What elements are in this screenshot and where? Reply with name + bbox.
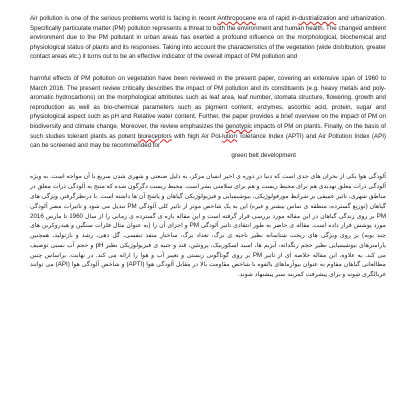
text-run: impacts of PM on plants. Finally, on the basis of such studies tolerant plants as potent (30, 122, 386, 140)
spellcheck-underlined-word: genotypic (225, 122, 252, 130)
section-gap (30, 160, 386, 172)
text-run: Tolerance Index (APTI) and Air Pollution Index (API) can be screened and may be recommended for (30, 132, 386, 150)
persian-translation-paragraph: آلودگی هوا یکی از بحران های جدی است که دنیا در دوره ی اخیر انسان مرکز، به دلیل صنعتی و شهری شدن سریع با آن مواجه است. به ویژه آلودگی ذرات معلق تهدیدی هم برای محیط زیست و هم برای سلامتی بشر است. محیط زیست دگرگون شده که منتج به آلودگی ذرات معلق در مناطق شهری، تاثیر عمیقی بر شرایط مورفولوژیکی، بیوشیمیایی و فیزیولوژیکی گیاهان و پاسخ آن ها داشته است. با درنظرگرفتن ویژگی های گیاهان (توزیع گسترده، منطقه ی تماس بیشتر و غیره) این به یک شاخص موثر از تاثیر کلی آلودگی PM تبدیل می شود و تاثیرات مضر آلودگی PM بر روی زندگی گیاهان در این مقاله مورد بررسی قرار گرفته است و این مقاله بازه ی گسترده ی زمانی را از سال 1960 تا مارس 2016 مورد پوشش قرار داده است. مقاله ی حاضر به طور انتقادی تاثیر آلودگی PM و اجزای آن را (به عنوان مثال فلزات سنگین و هیدروکربن های چند بویه) بر روی ویژگی های ریخت شناسانه نظیر ناحیه ی برگ، تعداد برگ، ساختار منفذ تنفسی، گل دهی، رشد و بازتولید، همچنین پارامترهای بیوشیمیایی نظیر حجم رنگدانه، آنزیم ها، اسید اسکوربیک، پروتئین، قند و جنبه ی فیزیولوژیکی نظیر pH و حجم آب نسبی توصیف می کند. به علاوه، این مقاله خلاصه ای از تاثیر PM بر روی گوناگونی زیستی و تغییر آب و هوا را ارائه می کند. در نهایت، براساس چنین مطالعاتی گیاهان مقاوم به عنوان بیوآزماهای بالقوه با شاخص مقاومت بالا در مقابل آلودگی هوا (APTI) و شاخص آلودگی هوا (API) می توانند غربالگری شوند و برای پیشرفت کمربند سبز پیشنهاد شوند. (30, 173, 386, 279)
english-abstract-paragraph-2 (30, 74, 386, 151)
english-abstract-tail: green belt development (231, 151, 296, 159)
text-run: and urbanization. Specifically particulate matter (PM) pollution represents a threat to both the environment and human health. The changed ambient environment due to the PM pollutant in urban areas has exerted a profound influence on the morphological, biochemical and physiological status of plants and its responses. Taking into account the characteristics of the vegetation (wide distribution, greater contact areas etc,) it turns out to be an effective indicator of the overall impact of PM pollution and (30, 15, 386, 61)
spellcheck-underlined-word: bioreceptors (137, 132, 172, 140)
text-run: era of rapid in- (255, 15, 299, 22)
text-run: harmful effects of PM pollution on vegetation have been reviewed in the present paper, covering an extensive span of 1960 to March 2016. The present review critically describes the impact of PM pollution and its constituents (e.g. heavy metals and poly-aromatic hydrocarbons) on the morphological attributes such as leaf area, leaf number, stomata structure, flowering, growth and reproduction as well as bio-chemical parameters such as pigment content, enzymes, ascorbic acid, protein, sugar and physiological aspect such as pH and Relative water content. Further, the paper provides a brief overview on the impact of PM on biodiversity and climate change. Moreover, the review emphasizes the (30, 74, 386, 130)
spellcheck-underlined-word: dustrialization (298, 15, 337, 22)
text-run: Air pollution is one of the serious problems world is facing in recent (30, 15, 218, 22)
paragraph-gap (30, 62, 386, 74)
text-run: with high Air Pol- (171, 132, 223, 140)
spellcheck-underlined-word: lution (222, 132, 237, 140)
english-abstract-paragraph-3 (30, 151, 386, 161)
spellcheck-underlined-word: Anthropocene (217, 15, 256, 22)
document-page (30, 14, 386, 280)
english-abstract-paragraph-1 (30, 14, 386, 62)
